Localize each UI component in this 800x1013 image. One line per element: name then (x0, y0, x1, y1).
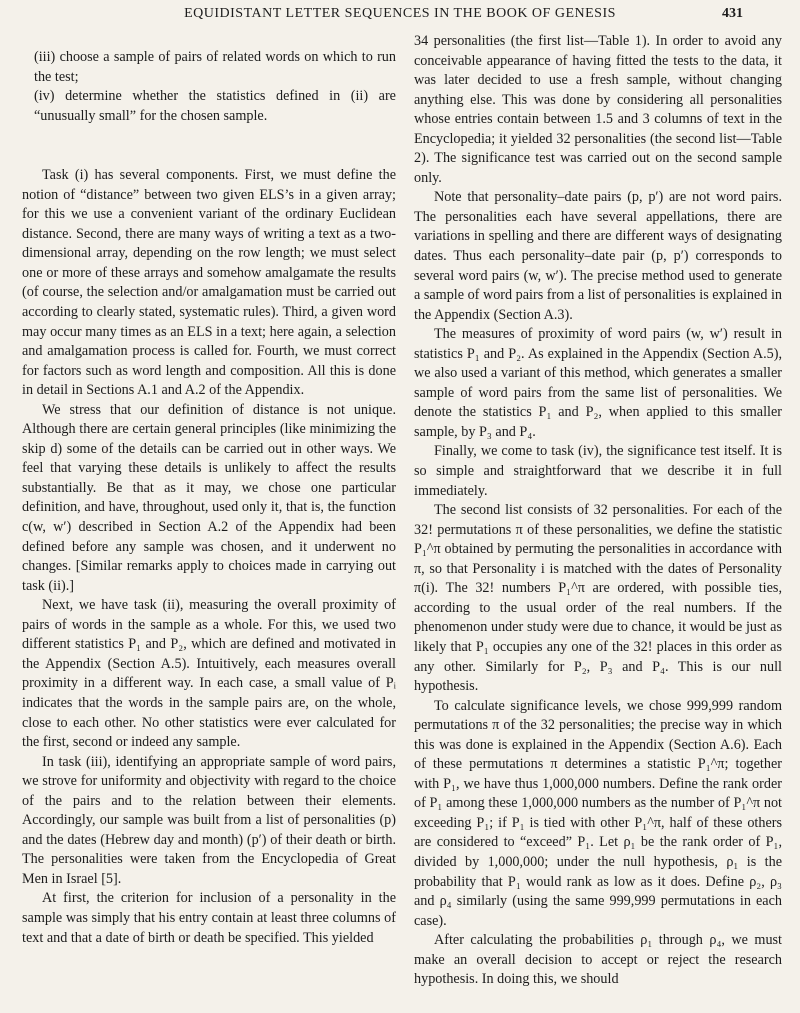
paragraph-task-i: Task (i) has several components. First, we must define the notion of “distance” between two given ELS’s in a given array; for this we use a convenient variant of the ordinary Euclidean distance. Second, there are many ways of writing a text as a two-dimensional array, depending on the row length; we must select one or more of these arrays and somehow amalgamate the results (of course, the selection and/or amalgamation must be carried out according to clearly stated, systematic rules). Third, a given word may occur many times as an ELS in a text; here again, a selection and amalgamation process is called for. Fourth, we must correct for factors such as word length and composition. All this is done in detail in Sections A.1 and A.2 of the Appendix. (22, 167, 396, 399)
paragraph-distance: We stress that our definition of distance is not unique. Although there are certain general principles (like minimizing the skip d) some of the details can be carried out in other ways. We feel that varying these details is unlikely to affect the results substantially. Be that as it may, we chose one particular definition, and have, throughout, used only it, that is, the function c(w, w′) described in Section A.2 of the Appendix had been defined before any sample was chosen, and it underwent no changes. [Similar remarks apply to choices made in carrying out task (ii).] (22, 401, 396, 594)
left-column (22, 48, 396, 948)
paragraph-measures: The measures of proximity of word pairs (w, w′) result in statistics P₁ and P₂. As explained in the Appendix (Section A.5), we also used a variant of this method, which generates a smaller sample of word pairs from the same list of personalities. We denote the statistics P₁ and P₂, when applied to this smaller sample, by P₃ and P₄. (414, 326, 782, 440)
paragraph-criterion: At first, the criterion for inclusion of a personality in the sample was simply that his entry contain at least three columns of text and that a date of birth or death be specified. This yielded (22, 890, 396, 946)
running-title: EQUIDISTANT LETTER SEQUENCES IN THE BOOK OF GENESIS (184, 6, 616, 21)
page-number: 431 (722, 6, 743, 21)
paragraph-task-iv: Finally, we come to task (iv), the significance test itself. It is so simple and straightforward that we describe it in full immediately. (414, 443, 782, 499)
paragraph-significance: To calculate significance levels, we chose 999,999 random permutations π of the 32 personalities; the precise way in which this was done is explained in the Appendix (Section A.6). Each of these permutations π determines a statistic P₁^π; together with P₁, we have thus 1,000,000 numbers. Define the rank order of P₁ among these 1,000,000 numbers as the number of P₁^π not exceeding P₁; if P₁ is tied with other P₁^π, half of these others are considered to “exceed” P₁. Let ρ₁ be the rank order of P₁, divided by 1,000,000; under the null hypothesis, ρ₁ is the probability that P₁ would rank as low as it does. Define ρ₂, ρ₃ and ρ₄ similarly (using the same 999,999 permutations in each case). (414, 697, 782, 929)
paragraph-permutations: The second list consists of 32 personalities. For each of the 32! permutations π of these personalities, we define the statistic P₁^π obtained by permuting the personalities in accordance with π, so that Personality i is matched with the dates of Personality π(i). The 32! numbers P₁^π are ordered, with possible ties, according to the usual order of the real numbers. If the phenomenon under study were due to chance, it would be just as likely that P₁ occupies any one of the 32! places in this order as any other. Similarly for P₂, P₃ and P₄. This is our null hypothesis. (414, 502, 782, 695)
paragraph-task-ii: Next, we have task (ii), measuring the overall proximity of pairs of words in the sample as a whole. For this, we used two different statistics P₁ and P₂, which are defined and motivated in the Appendix (Section A.5). Intuitively, each measures overall proximity in a different way. In each case, a small value of Pᵢ indicates that the words in the sample pairs are, on the whole, close to each other. No other statistics were ever calculated for the first, second or indeed any sample. (22, 597, 396, 751)
list-item-iii: (iii) choose a sample of pairs of related words on which to run the test; (34, 49, 396, 85)
paragraph-first-list: 34 personalities (the first list—Table 1). In order to avoid any conceivable appearance of having fitted the tests to the data, it was later decided to use a fresh sample, without changing anything else. This was done by considering all personalities whose entries contain between 1.5 and 3 columns of text in the Encyclopedia; it yielded 32 personalities (the second list—Table 2). The significance test was carried out on the second sample only. (414, 33, 782, 186)
paragraph-pairs: Note that personality–date pairs (p, p′) are not word pairs. The personalities each have several appellations, there are variations in spelling and there are different ways of designating dates. Thus each personality–date pair (p, p′) corresponds to several word pairs (w, w′). The precise method used to generate a sample of word pairs from a list of personalities is explained in the Appendix (Section A.3). (414, 189, 782, 323)
list-item-iv: (iv) determine whether the statistics defined in (ii) are “unusually small” for the chosen sample. (34, 88, 396, 124)
paragraph-decision: After calculating the probabilities ρ₁ through ρ₄, we must make an overall decision to accept or reject the research hypothesis. In doing this, we should (414, 932, 782, 988)
paragraph-task-iii: In task (iii), identifying an appropriate sample of word pairs, we strove for uniformity and objectivity with regard to the choice of the pairs and to the relation between their elements. Accordingly, our sample was built from a list of personalities (p) and the dates (Hebrew day and month) (p′) of their death or birth. The personalities were taken from the Encyclopedia of Great Men in Israel [5]. (22, 753, 396, 887)
right-column (414, 32, 782, 990)
page-header (0, 6, 800, 26)
